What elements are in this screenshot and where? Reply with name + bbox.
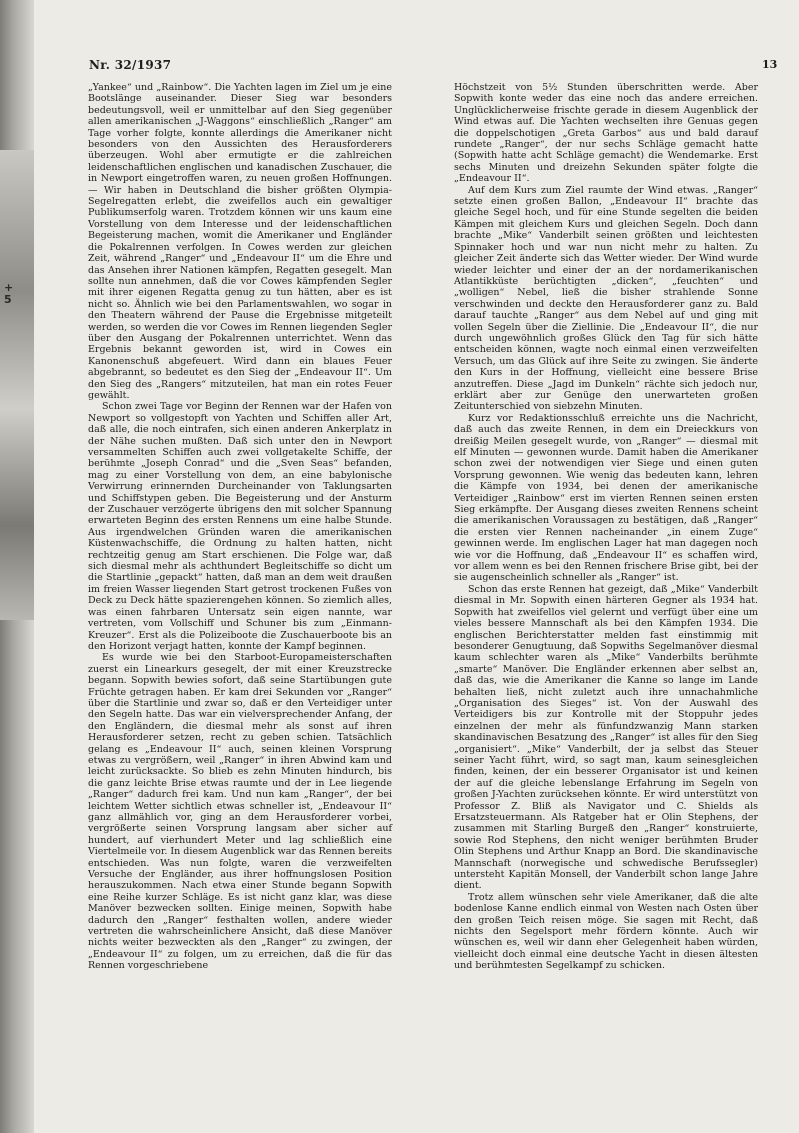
paragraph: Kurz vor Redaktionsschluß erreichte uns die Nachricht, daß auch das zweite Rennen, in dem ein Dreieckkurs von dreißig Meilen gesegelt wurde, von „Ranger“ — diesmal mit elf Minuten — gewonnen wurde. Damit haben die Amerikaner schon zwei der notwendigen vier Siege und einen guten Vorsprung gewonnen. Wie wenig das bedeuten kann, lehren die Kämpfe von 1934, bei denen der amerikanische Verteidiger „Rainbow“ erst im vierten Rennen seinen ersten Sieg erkämpfte. Der Ausgang dieses zweiten Rennens scheint die amerikanischen Voraussagen zu bestätigen, daß „Ranger“ die ersten vier Rennen nacheinander „in einem Zuge“ gewinnen werde. Im englischen Lager hat man dagegen noch wie vor die Hoffnung, daß „Endeavour II“ es schaffen wird, vor allem wenn es bei den Rennen frischere Brise gibt, bei der sie augenscheinlich schneller als „Ranger“ ist. xyxy=(454,412,758,584)
paragraph: Auf dem Kurs zum Ziel raumte der Wind etwas. „Ranger“ setzte einen großen Ballon, „Endeavour II“ brachte das gleiche Segel hoch, und für eine Stunde segelten die beiden Kämpen mit gleichem Kurs und gleichen Segeln. Doch dann brachte „Mike“ Vanderbilt seinen größten und leichtesten Spinnaker hoch und war nun nicht mehr zu halten. Zu gleicher Zeit änderte sich das Wetter wieder. Der Wind wurde wieder leichter und einer der an der nordamerikanischen Atlantikküste berüchtigten „dicken“, „feuchten“ und „wolligen“ Nebel, ließ die bisher strahlende Sonne verschwinden und deckte den Herausforderer ganz zu. Bald darauf tauchte „Ranger“ aus dem Nebel auf und ging mit vollen Segeln über die Ziellinie. Die „Endeavour II“, die nur durch ungewöhnlich großes Glück den Tag für sich hätte entscheiden können, wagte noch einmal einen verzweifelten Versuch, um das Glück auf ihre Seite zu zwingen. Sie änderte den Kurs in der Hoffnung, vielleicht eine bessere Brise anzutreffen. Diese „Jagd im Dunkeln“ rächte sich jedoch nur, erklärt aber zur Genüge den unerwarteten großen Zeitunterschied von siebzehn Minuten. xyxy=(454,184,758,413)
page-number: 13 xyxy=(762,58,778,71)
paragraph: Höchstzeit von 5½ Stunden überschritten werde. Aber Sopwith konte weder das eine noch das andere erreichen. Unglücklicherweise frischte gerade in diesem Augenblick der Wind etwas auf. Die Yachten wechselten ihre Genuas gegen die doppelschotigen „Greta Garbos“ aus und bald darauf rundete „Ranger“, der nur sechs Schläge gemacht hatte (Sopwith hatte acht Schläge gemacht) die Wendemarke. Erst sechs Minuten und dreizehn Sekunden später folgte die „Endeavour II“. xyxy=(454,82,758,185)
adjacent-page-mark: + 5 xyxy=(4,281,14,306)
paragraph: „Yankee“ und „Rainbow“. Die Yachten lagen im Ziel um je eine Bootslänge auseinander. Dieser Sieg war besonders bedeutungsvoll, weil er unmittelbar auf den Sieg gegenüber allen amerikanischen „J-Waggons“ einschließlich „Ranger“ am Tage vorher folgte, konnte allerdings die Amerikaner nicht besonders von den Aussichten des Herausforderers überzeugen. Wohl aber ermutigte er die zahlreichen leidenschaftlichen englischen und kanadischen Zuschauer, die in Newport eingetroffen waren, zu neuen großen Hoffnungen. — Wir haben in Deutschland die bisher größten Olympia-Segelregatten erlebt, die zweifellos auch ein gewaltiger Publikumserfolg waren. Trotzdem können wir uns kaum eine Vorstellung von dem Interesse und der leidenschaftlichen Begeisterung machen, womit die Amerikaner und Engländer die Pokalrennen verfolgen. In Cowes werden zur gleichen Zeit, während „Ranger“ und „Endeavour II“ um die Ehre und das Ansehen ihrer Nationen kämpfen, Regatten gesegelt. Man sollte nun annehmen, daß die vor Cowes kämpfenden Segler mit ihrer eigenen Regatta genug zu tun hätten, aber es ist nicht so. Ähnlich wie bei den Parlamentswahlen, wo sogar in den Theatern während der Pause die Ergebnisse mitgeteilt werden, so werden die vor Cowes im Rennen liegenden Segler über den Ausgang der Pokalrennen unterrichtet. Wenn das Ergebnis bekannt geworden ist, wird in Cowes ein Kanonenschuß abgefeuert. Wird dann ein blaues Feuer abgebrannt, so bedeutet es den Sieg der „Endeavour II“. Um den Sieg des „Rangers“ mitzuteilen, hat man ein rotes Feuer gewählt. xyxy=(88,82,392,401)
paragraph: Schon zwei Tage vor Beginn der Rennen war der Hafen von Newport so vollgestopft von Yachten und Schiffen aller Art, daß alle, die noch eintrafen, sich einen anderen Ankerplatz in der Nähe suchen mußten. Daß sich unter den in Newport versammelten Schiffen auch zwei vollgetakelte Schiffe, der berühmte „Joseph Conrad“ und die „Sven Seas“ befanden, mag zu einer Vorstellung von dem, an eine babylonische Verwirrung erinnernden Durcheinander von Taklungsarten und Schiffstypen geben. Die Begeisterung und der Ansturm der Zuschauer verzögerte übrigens den mit solcher Spannung erwarteten Beginn des ersten Rennens um eine halbe Stunde. Aus irgendwelchen Gründen waren die amerikanischen Küstenwachschiffe, die Ordnung zu halten hatten, nicht rechtzeitig genug am Start erschienen. Die Folge war, daß sich diesmal mehr als achthundert Begleitschiffe so dicht um die Startlinie „gepackt“ hatten, daß man an dem weit draußen im freien Wasser liegenden Start getrost trockenen Fußes von Deck zu Deck hätte spazierengehen können. So ziemlich alles, was einen fahrbaren Untersatz sein eigen nannte, war vertreten, vom Vollschiff und Schuner bis zum „Einmann-Kreuzer“. Erst als die Polizeiboote die Zuschauerboote bis an den Horizont verjagt hatten, konnte der Kampf beginnen. xyxy=(88,401,392,652)
left-column xyxy=(88,82,392,972)
paragraph: Schon das erste Rennen hat gezeigt, daß „Mike“ Vanderbilt diesmal in Mr. Sopwith einen härteren Gegner als 1934 hat. Sopwith hat zweifellos viel gelernt und verfügt über eine um vieles bessere Mannschaft als bei den Kämpfen 1934. Die englischen Berichterstatter melden fast einstimmig mit besonderer Genugtuung, daß Sopwiths Segelmanöver diesmal kaum schlechter waren als „Mike“ Vanderbilts berühmte „smarte“ Manöver. Die Engländer erkennen aber selbst an, daß das, wie die Amerikaner die Kanne so lange im Lande behalten ließ, nicht zuletzt auch ihre unnachahmliche „Organisation des Sieges“ ist. Von der Auswahl des Verteidigers bis zur Kontrolle mit der Stoppuhr jedes einzelnen der mehr als fünfundzwanzig Mann starken skandinavischen Besatzung des „Ranger“ ist alles für den Sieg „organisiert“. „Mike“ Vanderbilt, der ja selbst das Steuer seiner Yacht führt, wird, so sagt man, kaum seinesgleichen finden, keinen, der ein besserer Organisator ist und keinen der auf die gleiche lebenslange Erfahrung im Segeln von großen J-Yachten zurücksehen könnte. Er wird unterstützt von Professor Z. Bliß als Navigator und C. Shields als Ersatzsteuermann. Als Ratgeber hat er Olin Stephens, der zusammen mit Starling Burgeß den „Ranger“ konstruierte, sowie Rod Stephens, den nicht weniger berühmten Bruder Olin Stephens und Arthur Knapp an Bord. Die skandinavische Mannschaft (norwegische und schwedische Berufssegler) untersteht Kapitän Monsell, der Vanderbilt schon lange Jahre dient. xyxy=(454,583,758,892)
paragraph: Trotz allem wünschen sehr viele Amerikaner, daß die alte bodenlose Kanne endlich einmal von Westen nach Osten über den großen Teich reisen möge. Sie sagen mit Recht, daß nichts den Segelsport mehr fördern könnte. Auch wir wünschen es, weil wir dann eher Gelegenheit haben würden, vielleicht doch einmal eine deutsche Yacht in diesen ältesten und berühmtesten Segelkampf zu schicken. xyxy=(454,891,758,972)
paragraph: Es wurde wie bei den Starboot-Europameisterschaften zuerst ein Linearkurs gesegelt, der mit einer Kreuzstrecke begann. Sopwith bewies sofort, daß seine Startübungen gute Früchte getragen haben. Er kam drei Sekunden vor „Ranger“ über die Startlinie und zwar so, daß er den Verteidiger unter den Segeln hatte. Das war ein vielversprechender Anfang, der den Engländern, die diesmal mehr als sonst auf ihren Herausforderer setzen, recht zu geben schien. Tatsächlich gelang es „Endeavour II“ auch, seinen kleinen Vorsprung etwas zu vergrößern, weil „Ranger“ in ihren Abwind kam und leicht zurücksackte. So blieb es zehn Minuten hindurch, bis die ganz leichte Brise etwas raumte und der in Lee liegende „Ranger“ dadurch frei kam. Und nun kam „Ranger“, der bei leichtem Wetter sichtlich etwas schneller ist, „Endeavour II“ ganz allmählich vor, ging an dem Herausforderer vorbei, vergrößerte seinen Vorsprung langsam aber sicher auf hundert, auf vierhundert Meter und lag schließlich eine Viertelmeile vor. In diesem Augenblick war das Rennen bereits entschieden. Was nun folgte, waren die verzweifelten Versuche der Engländer, aus ihrer hoffnungslosen Position herauszukommen. Nach etwa einer Stunde begann Sopwith eine Reihe kurzer Schläge. Es ist nicht ganz klar, was diese Manöver bezwecken sollten. Einige meinen, Sopwith habe dadurch den „Ranger“ festhalten wollen, andere wieder vertreten die wahrscheinlichere Ansicht, daß diese Manöver nichts weiter bezweckten als den „Ranger“ zu zwingen, der „Endeavour II“ zu folgen, um zu erreichen, daß die für das Rennen vorgeschriebene xyxy=(88,652,392,972)
issue-number: Nr. 32/1937 xyxy=(89,58,172,72)
adjacent-page-photo xyxy=(0,150,34,620)
right-column xyxy=(454,82,758,972)
